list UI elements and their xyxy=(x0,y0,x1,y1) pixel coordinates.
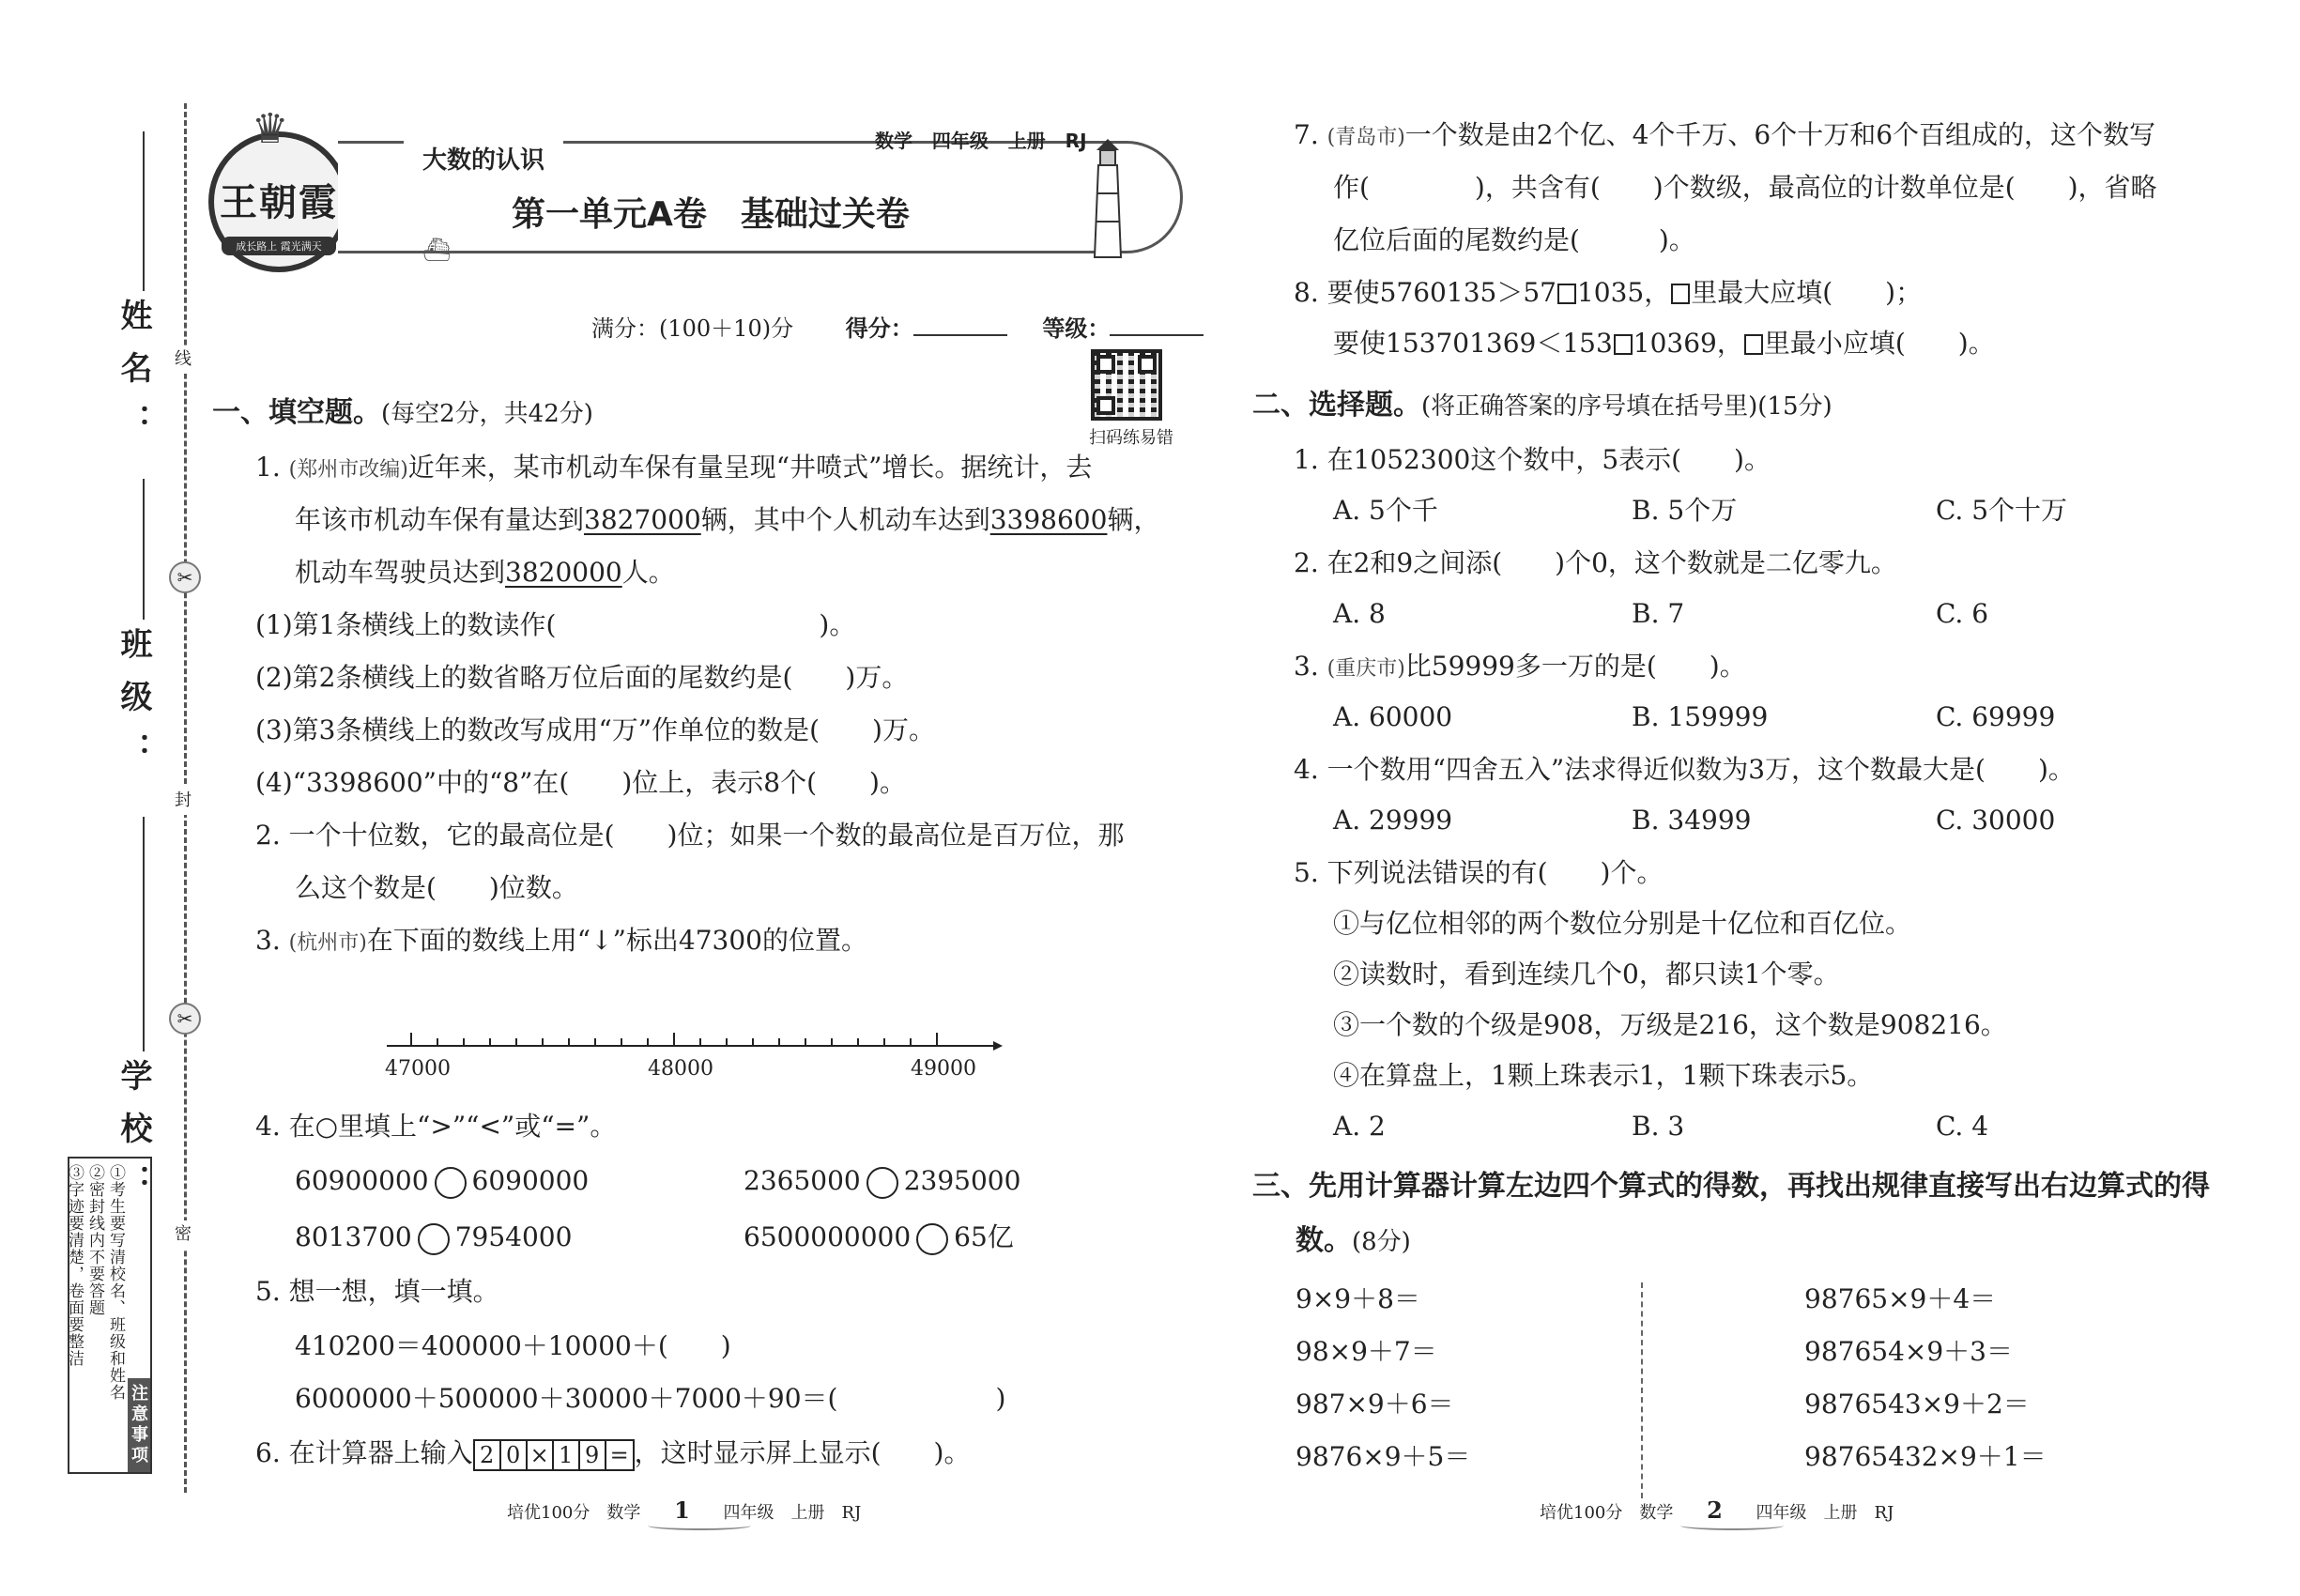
footer-suffix: 四年级 上册 RJ xyxy=(1756,1503,1894,1523)
binding-margin xyxy=(0,0,197,1596)
q8-text-c: 里最大应填( )； xyxy=(1691,277,1923,308)
cut-char-line: 线 xyxy=(167,345,195,374)
key: × xyxy=(528,1441,554,1469)
section3-note: (8分) xyxy=(1352,1228,1411,1256)
c5-option-c[interactable]: C. 4 xyxy=(1936,1111,1989,1142)
meta-edition: RJ xyxy=(1065,130,1087,152)
calc-left-1: 9×9＋8＝ xyxy=(1296,1283,1420,1314)
brand-logo xyxy=(208,105,349,272)
key: 9 xyxy=(580,1441,606,1469)
school-blank-line xyxy=(143,817,145,1051)
q8-text-f: 里最小应填( )。 xyxy=(1763,328,1995,359)
section1-heading xyxy=(212,394,593,433)
meta-volume: 上册 xyxy=(1007,130,1046,152)
scissors-icon: ✂ xyxy=(169,561,201,593)
c2-question: 2. 在2和9之间添( )个0，这个数就是二亿零九。 xyxy=(1294,547,1897,578)
q1-sub4: (4)“3398600”中的“8”在( )位上，表示8个( )。 xyxy=(255,767,906,798)
numline-label-47000: 47000 xyxy=(385,1057,451,1081)
c1-question: 1. 在1052300这个数中，5表示( )。 xyxy=(1294,444,1771,475)
footer-right-wave xyxy=(1680,1521,1784,1530)
q4-a: 60900000 xyxy=(295,1165,429,1196)
q7-number: 7. xyxy=(1294,119,1319,150)
compare-circle[interactable] xyxy=(435,1167,467,1199)
scissors-icon: ✂ xyxy=(169,1003,201,1035)
q1-text1: 近年来，某市机动车保有量呈现“井喷式”增长。据统计，去 xyxy=(407,452,1093,483)
q8-line1 xyxy=(1294,274,1922,312)
q4-a: 8013700 xyxy=(295,1221,412,1252)
grade-blank[interactable] xyxy=(1110,334,1204,336)
c5-statement: ③一个数的个级是908，万级是216，这个数是908216。 xyxy=(1333,1009,2007,1040)
q3-source: (杭州市) xyxy=(288,931,367,955)
qr-caption: 扫码练易错 xyxy=(1089,428,1173,448)
class-label: 班级： xyxy=(115,627,152,785)
page-number: 2 xyxy=(1707,1496,1723,1524)
full-score: 满分：(100＋10)分 xyxy=(591,315,794,342)
digit-box[interactable] xyxy=(1744,334,1763,355)
meta-subject: 数学 xyxy=(875,130,912,152)
page-number: 1 xyxy=(674,1496,690,1524)
grade-label: 等级： xyxy=(1042,315,1111,342)
q1-line1 xyxy=(255,449,1092,489)
boat-icon: ⛴ xyxy=(422,237,452,263)
section1-note: (每空2分，共42分) xyxy=(381,400,593,428)
footer-right xyxy=(1540,1496,1894,1524)
q4-line: 4. 在○里填上“>”“<”或“=”。 xyxy=(255,1111,617,1142)
q1-number-underlined-1: 3827000 xyxy=(584,504,701,535)
q1-sub1: (1)第1条横线上的数读作( )。 xyxy=(255,609,856,640)
q2-line2: 么这个数是( )位数。 xyxy=(295,872,578,903)
q8-line2 xyxy=(1333,325,1995,362)
c5-question: 5. 下列说法错误的有( )个。 xyxy=(1294,857,1664,888)
c4-option-a[interactable]: A. 29999 xyxy=(1333,805,1453,836)
name-label: 姓名： xyxy=(115,299,152,456)
c5-option-b[interactable]: B. 3 xyxy=(1632,1111,1685,1142)
footer-prefix: 培优100分 数学 xyxy=(507,1503,641,1523)
key: 2 xyxy=(475,1441,501,1469)
compare-circle[interactable] xyxy=(418,1223,450,1255)
digit-box[interactable] xyxy=(1671,284,1690,304)
compare-circle[interactable] xyxy=(866,1167,898,1199)
number-line[interactable] xyxy=(383,1023,1003,1098)
c5-statement: ②读数时，看到连续几个0，都只读1个零。 xyxy=(1333,959,1840,990)
lighthouse-icon xyxy=(1089,137,1127,259)
notice-title: 注意事项 xyxy=(128,1378,150,1472)
q4-b: 65亿 xyxy=(954,1221,1014,1252)
c3-number: 3. xyxy=(1294,651,1319,682)
c3-question xyxy=(1294,648,1746,688)
c2-option-b[interactable]: B. 7 xyxy=(1632,598,1685,629)
brand-slogan: 成长路上 霞光满天 xyxy=(222,237,336,255)
calc-right-4: 98765432×9＋1＝ xyxy=(1804,1441,2047,1472)
page-title: 第一单元A卷 基础过关卷 xyxy=(512,195,910,234)
q1-source: (郑州市改编) xyxy=(288,458,408,482)
q1-number-underlined-3: 3820000 xyxy=(505,557,622,588)
score-blank[interactable] xyxy=(913,334,1007,336)
section1-title: 一、填空题。 xyxy=(212,396,381,429)
c4-option-c[interactable]: C. 30000 xyxy=(1936,805,2056,836)
q7-source: (青岛市) xyxy=(1326,126,1405,149)
notice-item: ②密封线内不要答题 xyxy=(85,1164,104,1316)
footer-left-wave xyxy=(648,1521,751,1530)
score-label: 得分： xyxy=(845,315,913,342)
qr-code[interactable] xyxy=(1091,349,1162,421)
q4-b: 2395000 xyxy=(903,1165,1021,1196)
q1-number: 1. xyxy=(255,452,281,483)
q1-text2c: 辆， xyxy=(1107,504,1160,535)
calc-left-2: 98×9＋7＝ xyxy=(1296,1336,1437,1367)
q8-text-d: 要使153701369＜153 xyxy=(1333,328,1613,359)
header-meta xyxy=(875,126,1087,153)
q1-text3b: 人。 xyxy=(621,557,675,588)
numline-label-48000: 48000 xyxy=(648,1057,713,1081)
q4-item-1 xyxy=(295,1162,589,1200)
q6-text-b: ，这时显示屏上显示( )。 xyxy=(634,1437,971,1468)
c3-option-b[interactable]: B. 159999 xyxy=(1632,701,1769,732)
section3-heading-line2 xyxy=(1296,1222,1411,1261)
footer-prefix: 培优100分 数学 xyxy=(1540,1503,1674,1523)
meta-grade: 四年级 xyxy=(931,130,989,152)
topic-tab: 大数的认识 xyxy=(404,139,563,177)
cut-char-seal: 封 xyxy=(167,787,195,815)
class-blank-line xyxy=(143,479,145,620)
numline-label-49000: 49000 xyxy=(911,1057,976,1081)
digit-box[interactable] xyxy=(1557,284,1576,304)
q7-line1 xyxy=(1294,116,2155,157)
q5-eq1: 410200＝400000＋10000＋( ) xyxy=(295,1330,731,1361)
c3-source: (重庆市) xyxy=(1326,657,1405,681)
q6-line xyxy=(255,1435,970,1472)
q1-sub3: (3)第3条横线上的数改写成用“万”作单位的数是( )万。 xyxy=(255,714,935,745)
c3-text: 比59999多一万的是( )。 xyxy=(1404,651,1746,682)
q3-number: 3. xyxy=(255,925,281,956)
calc-divider xyxy=(1641,1282,1643,1498)
key: 0 xyxy=(501,1441,528,1469)
notice-box xyxy=(65,1157,152,1474)
q7-line2: 作( )，共含有( )个数级，最高位的计数单位是( )，省略 xyxy=(1333,172,2157,203)
q5-line: 5. 想一想，填一填。 xyxy=(255,1276,499,1307)
q4-b: 6090000 xyxy=(471,1165,590,1196)
q1-text2a: 年该市机动车保有量达到 xyxy=(295,504,585,535)
section2-heading xyxy=(1252,387,1832,425)
footer-suffix: 四年级 上册 RJ xyxy=(723,1503,862,1523)
q4-item-3 xyxy=(295,1219,572,1256)
q4-item-4 xyxy=(744,1219,1014,1256)
q4-item-2 xyxy=(744,1162,1020,1200)
brand-name: 王朝霞 xyxy=(220,181,338,224)
calc-right-2: 987654×9＋3＝ xyxy=(1804,1336,2013,1367)
notice-item: ①考生要写清校名、班级和姓名 xyxy=(106,1164,125,1401)
c3-option-a[interactable]: A. 60000 xyxy=(1333,701,1453,732)
calc-right-1: 98765×9＋4＝ xyxy=(1804,1283,1997,1314)
c4-question: 4. 一个数用“四舍五入”法求得近似数为3万，这个数最大是( )。 xyxy=(1294,754,2075,785)
q1-sub2: (2)第2条横线上的数省略万位后面的尾数约是( )万。 xyxy=(255,662,909,693)
q4-a: 2365000 xyxy=(744,1165,861,1196)
calc-right-3: 9876543×9＋2＝ xyxy=(1804,1389,2030,1420)
q7-line3: 亿位后面的尾数约是( )。 xyxy=(1333,224,1695,255)
section3-title-end: 数。 xyxy=(1296,1224,1352,1257)
q1-line2 xyxy=(295,501,1159,539)
key: 1 xyxy=(554,1441,580,1469)
c5-statement: ④在算盘上，1颗上珠表示1，1颗下珠表示5。 xyxy=(1333,1060,1874,1091)
q4-b: 7954000 xyxy=(454,1221,573,1252)
c1-option-a[interactable]: A. 5个千 xyxy=(1333,495,1438,526)
q1-text3a: 机动车驾驶员达到 xyxy=(295,557,506,588)
section3-heading-line1: 三、先用计算器计算左边四个算式的得数，再找出规律直接写出右边算式的得 xyxy=(1252,1170,2210,1203)
c2-option-c[interactable]: C. 6 xyxy=(1936,598,1989,629)
cut-char-close: 密 xyxy=(167,1220,195,1249)
q5-eq2: 6000000＋500000＋30000＋7000＋90＝( ) xyxy=(295,1383,1006,1414)
calc-left-4: 9876×9＋5＝ xyxy=(1296,1441,1471,1472)
c5-option-a[interactable]: A. 2 xyxy=(1333,1111,1386,1142)
calculator-keys xyxy=(473,1439,635,1471)
section2-note: (将正确答案的序号填在括号里)(15分) xyxy=(1421,392,1832,421)
q1-text2b: 辆，其中个人机动车达到 xyxy=(700,504,990,535)
notice-item: ③字迹要清楚，卷面要整洁 xyxy=(65,1164,84,1367)
q2-line1: 2. 一个十位数，它的最高位是( )位；如果一个数的最高位是百万位，那 xyxy=(255,820,1125,851)
c2-option-a[interactable]: A. 8 xyxy=(1333,598,1386,629)
score-row xyxy=(591,310,1204,343)
calc-left-3: 987×9＋6＝ xyxy=(1296,1389,1454,1420)
digit-box[interactable] xyxy=(1614,334,1633,355)
school-label: 学校： xyxy=(115,1059,152,1217)
name-blank-line xyxy=(143,131,145,291)
compare-circle[interactable] xyxy=(916,1223,948,1255)
key: = xyxy=(609,1441,629,1468)
c1-option-c[interactable]: C. 5个十万 xyxy=(1936,495,2068,526)
q3-line xyxy=(255,922,867,962)
q1-line3 xyxy=(295,554,675,591)
c4-option-b[interactable]: B. 34999 xyxy=(1632,805,1752,836)
q3-text: 在下面的数线上用“↓”标出47300的位置。 xyxy=(366,925,867,956)
crown-icon: ♛ xyxy=(252,105,289,153)
q8-text-e: 10369， xyxy=(1633,328,1743,359)
section2-title: 二、选择题。 xyxy=(1252,389,1421,422)
q8-text-a: 8. 要使5760135＞57 xyxy=(1294,277,1556,308)
c5-statement: ①与亿位相邻的两个数位分别是十亿位和百亿位。 xyxy=(1333,908,1912,939)
q8-text-b: 1035， xyxy=(1576,277,1671,308)
q7-text1: 一个数是由2个亿、4个千万、6个十万和6个百组成的，这个数写 xyxy=(1404,119,2156,150)
footer-left xyxy=(507,1496,861,1524)
c3-option-c[interactable]: C. 69999 xyxy=(1936,701,2056,732)
q6-text-a: 6. 在计算器上输入 xyxy=(255,1437,473,1468)
q1-number-underlined-2: 3398600 xyxy=(989,504,1108,535)
q4-a: 6500000000 xyxy=(744,1221,912,1252)
c1-option-b[interactable]: B. 5个万 xyxy=(1632,495,1738,526)
